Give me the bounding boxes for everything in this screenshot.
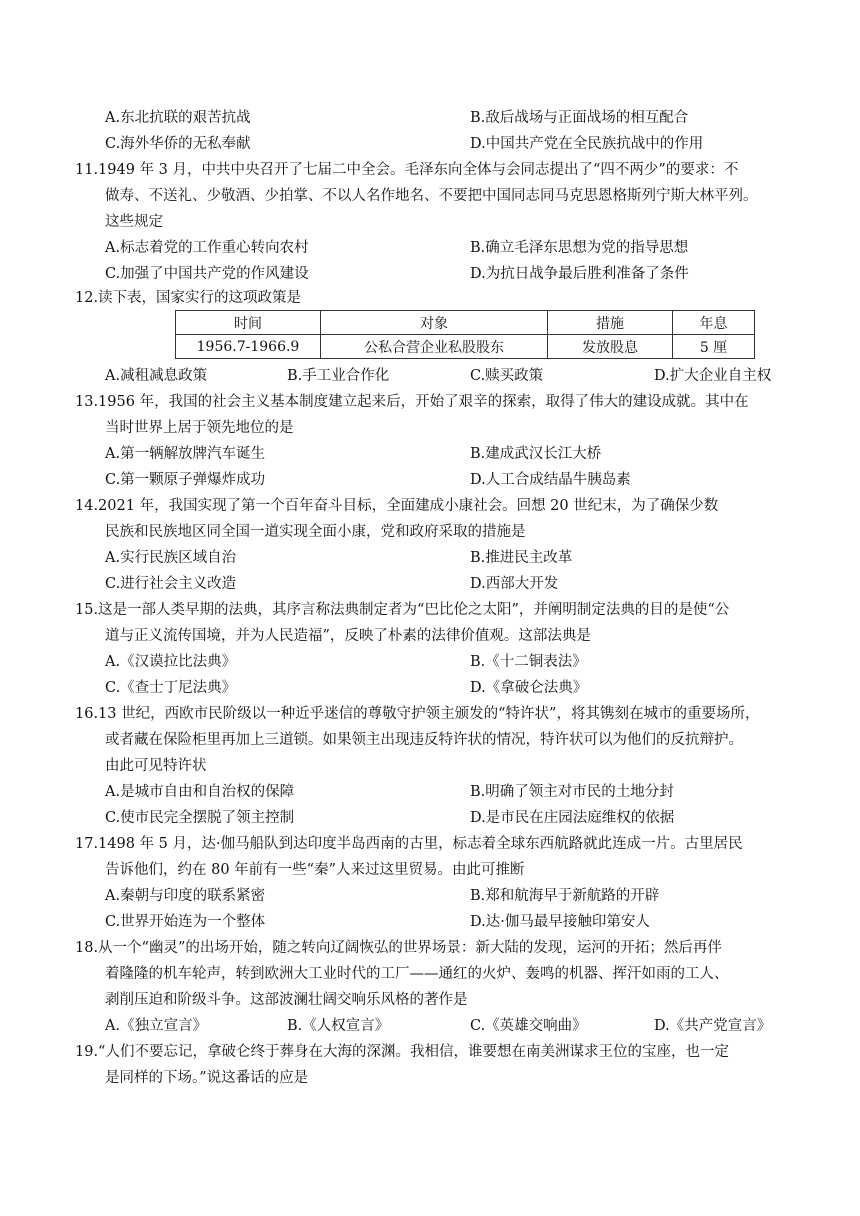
q18-stem-line-3: 剥削压迫和阶级斗争。这部波澜壮阔交响乐风格的著作是 [105, 992, 468, 1008]
table-header-measure: 措施 [548, 311, 673, 335]
q17-option-b[interactable]: B.郑和航海早于新航路的开辟 [470, 888, 660, 904]
table-cell-measure: 发放股息 [548, 335, 673, 359]
table-header-interest: 年息 [673, 311, 755, 335]
q14-option-c[interactable]: C.进行社会主义改造 [105, 576, 237, 592]
q10-option-a[interactable]: A.东北抗联的艰苦抗战 [105, 110, 251, 126]
q18-stem-line-2: 着隆隆的机车轮声，转到欧洲大工业时代的工厂——通红的火炉、轰鸣的机器、挥汗如雨的工人、 [105, 966, 729, 982]
q13-option-c[interactable]: C.第一颗原子弹爆炸成功 [105, 472, 266, 488]
q17-option-a[interactable]: A.秦朝与印度的联系紧密 [105, 888, 266, 904]
q16-option-c[interactable]: C.使市民完全摆脱了领主控制 [105, 810, 295, 826]
q15-option-b[interactable]: B.《十二铜表法》 [470, 654, 587, 670]
q11-stem-line-3: 这些规定 [105, 214, 163, 230]
q13-option-d[interactable]: D.人工合成结晶牛胰岛素 [470, 472, 631, 488]
q17-option-c[interactable]: C.世界开始连为一个整体 [105, 914, 266, 930]
q12-option-a[interactable]: A.减租减息政策 [105, 368, 208, 384]
q15-option-a[interactable]: A.《汉谟拉比法典》 [105, 654, 237, 670]
table-header-row [176, 311, 755, 335]
q16-stem-line-2: 或者藏在保险柜里再加上三道锁。如果领主出现违反特许状的情况，特许状可以为他们的反抗辩护。 [105, 732, 743, 748]
q11-option-a[interactable]: A.标志着党的工作重心转向农村 [105, 240, 309, 256]
q11-option-b[interactable]: B.确立毛泽东思想为党的指导思想 [470, 240, 689, 256]
q18-option-d[interactable]: D.《共产党宣言》 [654, 1018, 772, 1034]
q19-stem-line-1: 19.“人们不要忘记，拿破仑终于葬身在大海的深渊。我相信，谁要想在南美洲谋求王位的宝座，也一定 [75, 1044, 729, 1060]
q15-option-c[interactable]: C.《查士丁尼法典》 [105, 680, 237, 696]
q17-stem-line-2: 告诉他们，约在 80 年前有一些“秦”人来过这里贸易。由此可推断 [105, 862, 525, 878]
q15-stem-line-1: 15.这是一部人类早期的法典，其序言称法典制定者为“巴比伦之太阳”，并阐明制定法典的目的是使“公 [75, 602, 730, 618]
q15-stem-line-2: 道与正义流传国境，并为人民造福”，反映了朴素的法律价值观。这部法典是 [105, 628, 591, 644]
q11-option-c[interactable]: C.加强了中国共产党的作风建设 [105, 266, 309, 282]
q12-stem-line-1: 12.读下表，国家实行的这项政策是 [75, 290, 302, 306]
q14-option-a[interactable]: A.实行民族区域自治 [105, 550, 237, 566]
q13-option-b[interactable]: B.建成武汉长江大桥 [470, 446, 602, 462]
q18-option-a[interactable]: A.《独立宣言》 [105, 1018, 208, 1034]
q16-stem-line-3: 由此可见特许状 [105, 758, 207, 774]
q18-option-b[interactable]: B.《人权宣言》 [287, 1018, 390, 1034]
q10-option-b[interactable]: B.敌后战场与正面战场的相互配合 [470, 110, 689, 126]
table-cell-interest: 5 厘 [673, 335, 755, 359]
q17-stem-line-1: 17.1498 年 5 月，达·伽马船队到达印度半岛西南的古里，标志着全球东西航路就此连成一片。古里居民 [75, 836, 743, 852]
q14-stem-line-1: 14.2021 年，我国实现了第一个百年奋斗目标，全面建成小康社会。回想 20 世纪末，为了确保少数 [75, 498, 719, 514]
q19-stem-line-2: 是同样的下场。”说这番话的应是 [105, 1070, 309, 1086]
q16-option-b[interactable]: B.明确了领主对市民的土地分封 [470, 784, 674, 800]
q12-option-d[interactable]: D.扩大企业自主权 [654, 368, 772, 384]
table-header-time: 时间 [176, 311, 321, 335]
q11-option-d[interactable]: D.为抗日战争最后胜利准备了条件 [470, 266, 689, 282]
q18-option-c[interactable]: C.《英雄交响曲》 [470, 1018, 587, 1034]
q14-option-d[interactable]: D.西部大开发 [470, 576, 559, 592]
q10-option-d[interactable]: D.中国共产党在全民族抗战中的作用 [470, 136, 704, 152]
q12-option-c[interactable]: C.赎买政策 [470, 368, 544, 384]
q11-stem-line-2: 做寿、不送礼、少敬酒、少拍掌、不以人名作地名、不要把中国同志同马克思恩格斯列宁斯大林平列。 [105, 188, 758, 204]
q14-stem-line-2: 民族和民族地区同全国一道实现全面小康，党和政府采取的措施是 [105, 524, 526, 540]
q16-stem-line-1: 16.13 世纪，西欧市民阶级以一种近乎迷信的尊敬守护领主颁发的“特许状”，将其镌刻在城市的重要场所， [75, 706, 760, 722]
policy-table [175, 310, 755, 359]
q14-option-b[interactable]: B.推进民主改革 [470, 550, 573, 566]
table-row [176, 335, 755, 359]
table-header-target: 对象 [321, 311, 548, 335]
q10-option-c[interactable]: C.海外华侨的无私奉献 [105, 136, 251, 152]
q15-option-d[interactable]: D.《拿破仑法典》 [470, 680, 588, 696]
table-cell-time: 1956.7-1966.9 [176, 335, 321, 359]
q16-option-a[interactable]: A.是城市自由和自治权的保障 [105, 784, 295, 800]
q18-stem-line-1: 18.从一个“幽灵”的出场开始，随之转向辽阔恢弘的世界场景：新大陆的发现，运河的开拓；然后再伴 [75, 940, 722, 956]
q13-stem-line-1: 13.1956 年，我国的社会主义基本制度建立起来后，开始了艰辛的探索，取得了伟大的建设成就。其中在 [75, 394, 749, 410]
q16-option-d[interactable]: D.是市民在庄园法庭维权的依据 [470, 810, 675, 826]
q17-option-d[interactable]: D.达·伽马最早接触印第安人 [470, 914, 650, 930]
q13-stem-line-2: 当时世界上居于领先地位的是 [105, 420, 294, 436]
table-cell-target: 公私合营企业私股股东 [321, 335, 548, 359]
q11-stem-line-1: 11.1949 年 3 月，中共中央召开了七届二中全会。毛泽东向全体与会同志提出了“四不两少”的要求：不 [75, 162, 739, 178]
q12-option-b[interactable]: B.手工业合作化 [287, 368, 390, 384]
q13-option-a[interactable]: A.第一辆解放牌汽车诞生 [105, 446, 266, 462]
